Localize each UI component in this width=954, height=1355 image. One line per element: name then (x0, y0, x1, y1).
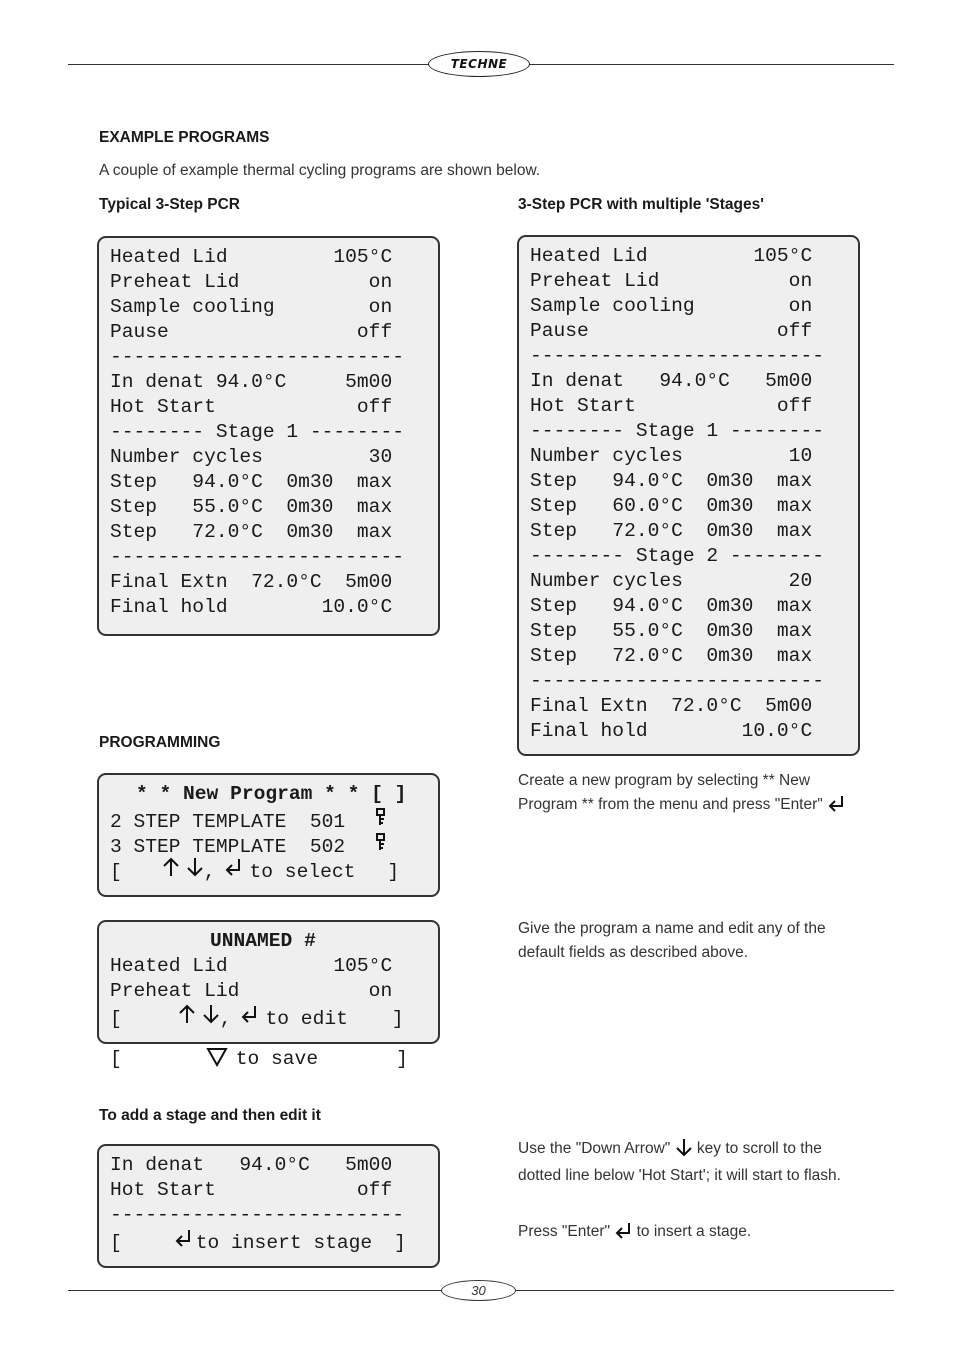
description-text: Create a new program by selecting ** New Program ** from the menu and press "Enter" (518, 772, 823, 813)
lcd-row: Preheat Lid on (530, 270, 813, 292)
lcd-row: -------- Stage 1 -------- (110, 421, 404, 443)
lcd-left-example (97, 236, 440, 636)
add-stage-description-1 (518, 1137, 863, 1188)
lcd-row: ------------------------- (530, 345, 824, 367)
lcd-row: Sample cooling on (530, 295, 813, 317)
up-arrow-icon (162, 857, 180, 885)
new-program-description (518, 769, 863, 820)
unnamed-description: Give the program a name and edit any of the default fields as described above. (518, 920, 826, 961)
enter-icon (827, 794, 845, 820)
footer-hint: to insert stage (195, 1232, 373, 1254)
lcd-row-dotted[interactable]: ------------------------- (110, 1204, 404, 1226)
lcd-row: Step 60.0°C 0m30 max (530, 495, 813, 517)
lcd-row: Step 72.0°C 0m30 max (530, 520, 813, 542)
lcd-row: -------- Stage 2 -------- (530, 545, 824, 567)
lcd-row: Step 72.0°C 0m30 max (530, 645, 813, 667)
description-text: to insert a stage. (636, 1223, 752, 1240)
add-stage-description-2 (518, 1220, 863, 1247)
enter-icon (614, 1221, 632, 1247)
save-triangle-icon (206, 1047, 228, 1075)
down-arrow-icon (675, 1138, 693, 1164)
lcd-row: Step 72.0°C 0m30 max (110, 521, 393, 543)
lcd-row: Hot Start off (530, 395, 813, 417)
key-icon (375, 807, 387, 835)
new-program-footer (110, 857, 438, 882)
bracket-open: [ (110, 861, 122, 883)
add-stage-footer (110, 1228, 438, 1253)
field-row[interactable]: Heated Lid 105°C (110, 955, 393, 977)
menu-item-label: 3 STEP TEMPLATE 502 (110, 836, 346, 858)
up-arrow-icon (178, 1004, 196, 1032)
comma: , (219, 1008, 232, 1030)
lcd-right-example (517, 235, 860, 756)
enter-icon (224, 857, 242, 885)
lcd-row: In denat 94.0°C 5m00 (530, 370, 813, 392)
menu-item[interactable] (110, 832, 438, 857)
lcd-row: Step 94.0°C 0m30 max (110, 471, 393, 493)
left-example-title: Typical 3-Step PCR (99, 196, 240, 213)
bracket-close: ] (396, 1048, 408, 1070)
key-icon (375, 832, 387, 860)
lcd-row: Preheat Lid on (110, 271, 393, 293)
logo-text: TECHNE (450, 57, 508, 71)
lcd-row: Number cycles 30 (110, 446, 393, 468)
section-title-example: EXAMPLE PROGRAMS (99, 129, 270, 146)
lcd-row: ------------------------- (530, 670, 824, 692)
bracket-open: [ (110, 1008, 122, 1030)
lcd-row: Hot Start off (110, 1179, 393, 1201)
description-text: key to scroll to the dotted line below 'Hot Start'; it will start to flash. (518, 1140, 841, 1184)
comma: , (203, 861, 216, 883)
lcd-row: Pause off (530, 320, 813, 342)
description-text: Press "Enter" (518, 1223, 610, 1240)
lcd-row: Step 94.0°C 0m30 max (530, 595, 813, 617)
section-title-add-stage: To add a stage and then edit it (99, 1107, 321, 1124)
lcd-row: Heated Lid 105°C (110, 246, 393, 268)
lcd-add-stage (97, 1144, 440, 1268)
lcd-row: Number cycles 10 (530, 445, 813, 467)
lcd-row: In denat 94.0°C 5m00 (110, 1154, 393, 1176)
section-title-programming: PROGRAMMING (99, 734, 221, 751)
save-hint-text: to save (235, 1048, 319, 1070)
menu-item-label: 2 STEP TEMPLATE 501 (110, 811, 346, 833)
bracket-close: ] (387, 861, 400, 883)
lcd-row: In denat 94.0°C 5m00 (110, 371, 393, 393)
lcd-row: Step 55.0°C 0m30 max (110, 496, 393, 518)
lcd-row: ------------------------- (110, 346, 404, 368)
footer-rule-right (516, 1290, 894, 1291)
lcd-row: Hot Start off (110, 396, 393, 418)
menu-item[interactable] (110, 807, 438, 832)
lcd-row: Final hold 10.0°C (110, 596, 393, 618)
lcd-row: Step 55.0°C 0m30 max (530, 620, 813, 642)
enter-icon (174, 1228, 192, 1256)
lcd-row: Heated Lid 105°C (530, 245, 813, 267)
bracket-open: [ (110, 1048, 122, 1070)
lcd-row: -------- Stage 1 -------- (530, 420, 824, 442)
unnamed-title: UNNAMED # (210, 930, 316, 952)
enter-icon (240, 1004, 258, 1032)
down-arrow-icon (202, 1004, 220, 1032)
down-arrow-icon (186, 857, 204, 885)
save-hint-row (110, 1047, 408, 1075)
description-text: Use the "Down Arrow" (518, 1140, 671, 1157)
new-program-title: * * New Program * * [ ] (136, 783, 407, 805)
lcd-row: Step 94.0°C 0m30 max (530, 470, 813, 492)
lcd-row: Final Extn 72.0°C 5m00 (530, 695, 813, 717)
right-example-title: 3-Step PCR with multiple 'Stages' (518, 196, 764, 213)
lcd-row: Pause off (110, 321, 393, 343)
footer-hint: to edit (265, 1008, 348, 1030)
bracket-open: [ (110, 1232, 122, 1254)
footer-hint: to select (249, 861, 356, 883)
bracket-close: ] (391, 1008, 404, 1030)
lcd-row: Final hold 10.0°C (530, 720, 813, 742)
unnamed-footer (110, 1004, 438, 1029)
section-intro: A couple of example thermal cycling programs are shown below. (99, 162, 541, 179)
lcd-new-program (97, 773, 440, 897)
field-row[interactable]: Preheat Lid on (110, 980, 393, 1002)
footer-rule-left (68, 1290, 442, 1291)
lcd-row: Sample cooling on (110, 296, 393, 318)
lcd-row: Number cycles 20 (530, 570, 813, 592)
bracket-close: ] (394, 1232, 406, 1254)
lcd-row: Final Extn 72.0°C 5m00 (110, 571, 393, 593)
page-number: 30 (441, 1280, 516, 1301)
lcd-row: ------------------------- (110, 546, 404, 568)
techne-logo (428, 51, 530, 77)
lcd-unnamed (97, 920, 440, 1044)
